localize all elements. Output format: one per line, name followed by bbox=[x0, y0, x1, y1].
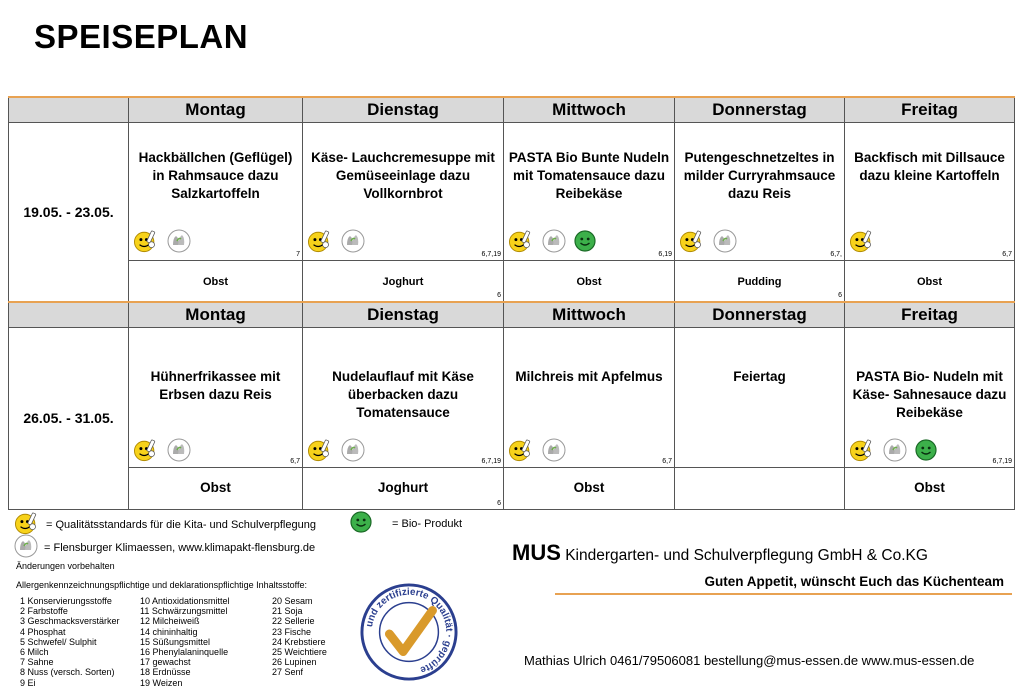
dessert-text: Obst bbox=[914, 480, 945, 495]
allergen-item: 25 Weichtiere bbox=[272, 647, 327, 658]
days-header-row bbox=[9, 302, 1015, 327]
allergen-item: 5 Schwefel/ Sulphit bbox=[20, 636, 97, 647]
page-title: SPEISEPLAN bbox=[34, 18, 249, 55]
meal-cell bbox=[504, 122, 675, 260]
meal-row bbox=[9, 122, 1015, 260]
meal-text: PASTA Bio Bunte Nudeln mit Tomatensauce dazu Reibekäse bbox=[508, 149, 670, 201]
klima-icon bbox=[167, 438, 191, 462]
meal-cell bbox=[504, 327, 675, 467]
dessert-cell bbox=[675, 260, 845, 302]
meal-text: Putengeschnetzeltes in milder Curryrahmsauce dazu Reis bbox=[683, 149, 836, 201]
meal-icons bbox=[133, 229, 191, 253]
meal-cell bbox=[303, 327, 504, 467]
smiley-icon bbox=[307, 438, 333, 462]
dessert-text: Joghurt bbox=[377, 480, 429, 495]
allergen-column-2 bbox=[140, 596, 230, 688]
allergen-codes: 6,19 bbox=[658, 250, 672, 258]
bio-icon bbox=[350, 511, 372, 536]
week-date: 19.05. - 23.05. bbox=[9, 122, 129, 302]
meal-text: Käse- Lauchcremesuppe mit Gemüseeinlage dazu Vollkornbrot bbox=[311, 149, 495, 201]
day-header: Mittwoch bbox=[504, 97, 675, 122]
meal-icons bbox=[849, 229, 875, 253]
meal-cell bbox=[303, 122, 504, 260]
legend-klima bbox=[14, 534, 315, 561]
allergen-item: 14 chininhaltig bbox=[140, 626, 198, 637]
header-blank-cell bbox=[9, 97, 129, 122]
divider-line bbox=[555, 593, 1012, 595]
klima-icon bbox=[341, 229, 365, 253]
dessert-text: Joghurt bbox=[382, 275, 424, 288]
smiley-icon bbox=[133, 438, 159, 462]
allergen-item: 22 Sellerie bbox=[272, 616, 315, 627]
dessert-text: Obst bbox=[573, 480, 605, 495]
meal-cell bbox=[845, 122, 1015, 260]
day-header: Freitag bbox=[845, 302, 1015, 327]
allergen-heading: Allergenkennzeichnungspflichtige und deklarationspflichtige Inhaltsstoffe: bbox=[16, 580, 308, 590]
dessert-cell bbox=[504, 260, 675, 302]
allergen-codes: 6,7,19 bbox=[481, 250, 501, 258]
meal-text: Hühnerfrikassee mit Erbsen dazu Reis bbox=[150, 368, 281, 402]
legend-klima-text: = Flensburger Klimaessen, www.klimapakt-flensburg.de bbox=[44, 541, 316, 554]
dessert-cell bbox=[675, 467, 845, 509]
allergen-item: 24 Krebstiere bbox=[272, 636, 326, 647]
meal-icons bbox=[849, 438, 937, 462]
allergen-item: 23 Fische bbox=[272, 626, 312, 637]
smiley-icon bbox=[508, 229, 534, 253]
day-header: Donnerstag bbox=[675, 302, 845, 327]
day-header: Dienstag bbox=[303, 97, 504, 122]
allergen-item: 8 Nuss (versch. Sorten) bbox=[20, 667, 115, 678]
dessert-text: Obst bbox=[916, 275, 943, 288]
smiley-icon bbox=[14, 511, 40, 535]
dessert-row bbox=[9, 260, 1015, 302]
meal-icons bbox=[307, 438, 365, 462]
seal-text: und zertifizierte Qualität · geprüfte bbox=[364, 586, 455, 676]
legend-bio-text: = Bio- Produkt bbox=[392, 517, 463, 530]
allergen-codes: 6 bbox=[497, 499, 501, 507]
smiley-icon bbox=[133, 229, 159, 253]
smiley-icon bbox=[307, 229, 333, 253]
bio-icon bbox=[574, 230, 596, 252]
allergen-column-1 bbox=[20, 596, 120, 688]
smiley-icon bbox=[679, 229, 705, 253]
company-name bbox=[512, 540, 928, 566]
meal-text: Milchreis mit Apfelmus bbox=[515, 368, 663, 384]
day-header: Dienstag bbox=[303, 302, 504, 327]
dessert-text: Pudding bbox=[737, 275, 782, 288]
allergen-item: 7 Sahne bbox=[20, 657, 54, 668]
dessert-cell bbox=[303, 260, 504, 302]
dessert-cell bbox=[129, 467, 303, 509]
meal-text: PASTA Bio- Nudeln mit Käse- Sahnesauce dazu Reibekäse bbox=[852, 368, 1007, 420]
meal-icons bbox=[679, 229, 737, 253]
dessert-text: Obst bbox=[576, 275, 602, 288]
allergen-codes: 7 bbox=[296, 250, 300, 258]
dessert-text: Obst bbox=[200, 480, 231, 495]
meal-row bbox=[9, 327, 1015, 467]
meal-icons bbox=[133, 438, 191, 462]
day-header: Donnerstag bbox=[675, 97, 845, 122]
meal-cell bbox=[845, 327, 1015, 467]
quality-seal bbox=[360, 583, 458, 681]
company-short: MUS bbox=[512, 540, 561, 565]
meal-cell bbox=[675, 122, 845, 260]
contact-line: Mathias Ulrich 0461/79506081 bestellung@mus-essen.de www.mus-essen.de bbox=[524, 653, 975, 668]
klima-icon bbox=[883, 438, 907, 462]
allergen-codes: 6,7 bbox=[1002, 250, 1012, 258]
dessert-cell bbox=[303, 467, 504, 509]
allergen-codes: 6,7 bbox=[290, 457, 300, 465]
meal-icons bbox=[508, 229, 596, 253]
allergen-codes: 6 bbox=[838, 292, 842, 299]
meal-text: Hackbällchen (Geflügel) in Rahmsauce dazu Salzkartoffeln bbox=[138, 149, 293, 201]
allergen-item: 27 Senf bbox=[272, 667, 304, 678]
dessert-cell bbox=[129, 260, 303, 302]
days-header-row bbox=[9, 97, 1015, 122]
allergen-item: 4 Phosphat bbox=[20, 626, 66, 637]
company-long: Kindergarten- und Schulverpflegung GmbH & Co.KG bbox=[560, 547, 928, 564]
allergen-item: 17 gewachst bbox=[140, 657, 191, 668]
smiley-icon bbox=[849, 438, 875, 462]
dessert-cell bbox=[845, 467, 1015, 509]
allergen-item: 12 Milcheiweiß bbox=[140, 616, 200, 627]
changes-note: Änderungen vorbehalten bbox=[16, 561, 115, 571]
allergen-item: 11 Schwärzungsmittel bbox=[140, 606, 228, 617]
allergen-codes: 6 bbox=[497, 292, 501, 299]
bio-icon bbox=[350, 511, 372, 533]
slogan: Guten Appetit, wünscht Euch das Küchenteam bbox=[704, 574, 1004, 589]
bio-icon bbox=[915, 439, 937, 461]
allergen-item: 15 Süßungsmittel bbox=[140, 636, 211, 647]
legend-bio bbox=[350, 511, 462, 536]
allergen-item: 9 Ei bbox=[20, 677, 36, 688]
legend-quality-text: = Qualitätsstandards für die Kita- und Schulverpflegung bbox=[46, 518, 316, 531]
allergen-item: 2 Farbstoffe bbox=[20, 606, 68, 617]
allergen-item: 3 Geschmacksverstärker bbox=[20, 616, 120, 627]
dessert-cell bbox=[845, 260, 1015, 302]
smiley-icon bbox=[508, 438, 534, 462]
allergen-item: 10 Antioxidationsmittel bbox=[140, 596, 230, 606]
allergen-item: 26 Lupinen bbox=[272, 657, 317, 668]
menu-table bbox=[8, 96, 1015, 510]
klima-icon bbox=[542, 438, 566, 462]
allergen-item: 18 Erdnüsse bbox=[140, 667, 191, 678]
day-header: Freitag bbox=[845, 97, 1015, 122]
meal-text: Feiertag bbox=[733, 368, 786, 384]
allergen-codes: 6,7,19 bbox=[992, 457, 1012, 465]
meal-cell bbox=[675, 327, 845, 467]
allergen-item: 16 Phenylalaninquelle bbox=[140, 647, 229, 658]
klima-icon bbox=[167, 229, 191, 253]
allergen-column-3 bbox=[272, 596, 327, 678]
allergen-item: 21 Soja bbox=[272, 606, 303, 617]
meal-cell bbox=[129, 327, 303, 467]
klima-icon bbox=[542, 229, 566, 253]
header-blank-cell bbox=[9, 302, 129, 327]
day-header: Mittwoch bbox=[504, 302, 675, 327]
allergen-item: 20 Sesam bbox=[272, 596, 313, 606]
meal-text: Backfisch mit Dillsauce dazu kleine Kartoffeln bbox=[854, 149, 1005, 183]
klima-icon bbox=[713, 229, 737, 253]
week-date: 26.05. - 31.05. bbox=[9, 327, 129, 509]
dessert-text: Obst bbox=[202, 275, 229, 288]
day-header: Montag bbox=[129, 302, 303, 327]
allergen-item: 1 Konservierungsstoffe bbox=[20, 596, 112, 606]
klima-icon bbox=[14, 534, 38, 561]
dessert-cell bbox=[504, 467, 675, 509]
smiley-icon bbox=[849, 229, 875, 253]
allergen-codes: 6,7, bbox=[830, 250, 842, 258]
meal-icons bbox=[508, 438, 566, 462]
meal-cell bbox=[129, 122, 303, 260]
klima-icon bbox=[14, 534, 38, 558]
allergen-item: 19 Weizen bbox=[140, 677, 183, 688]
allergen-codes: 6,7 bbox=[662, 457, 672, 465]
meal-icons bbox=[307, 229, 365, 253]
allergen-codes: 6,7,19 bbox=[481, 457, 501, 465]
dessert-row bbox=[9, 467, 1015, 509]
klima-icon bbox=[341, 438, 365, 462]
day-header: Montag bbox=[129, 97, 303, 122]
meal-text: Nudelauflauf mit Käse überbacken dazu Tomatensauce bbox=[332, 368, 474, 420]
allergen-item: 6 Milch bbox=[20, 647, 49, 658]
